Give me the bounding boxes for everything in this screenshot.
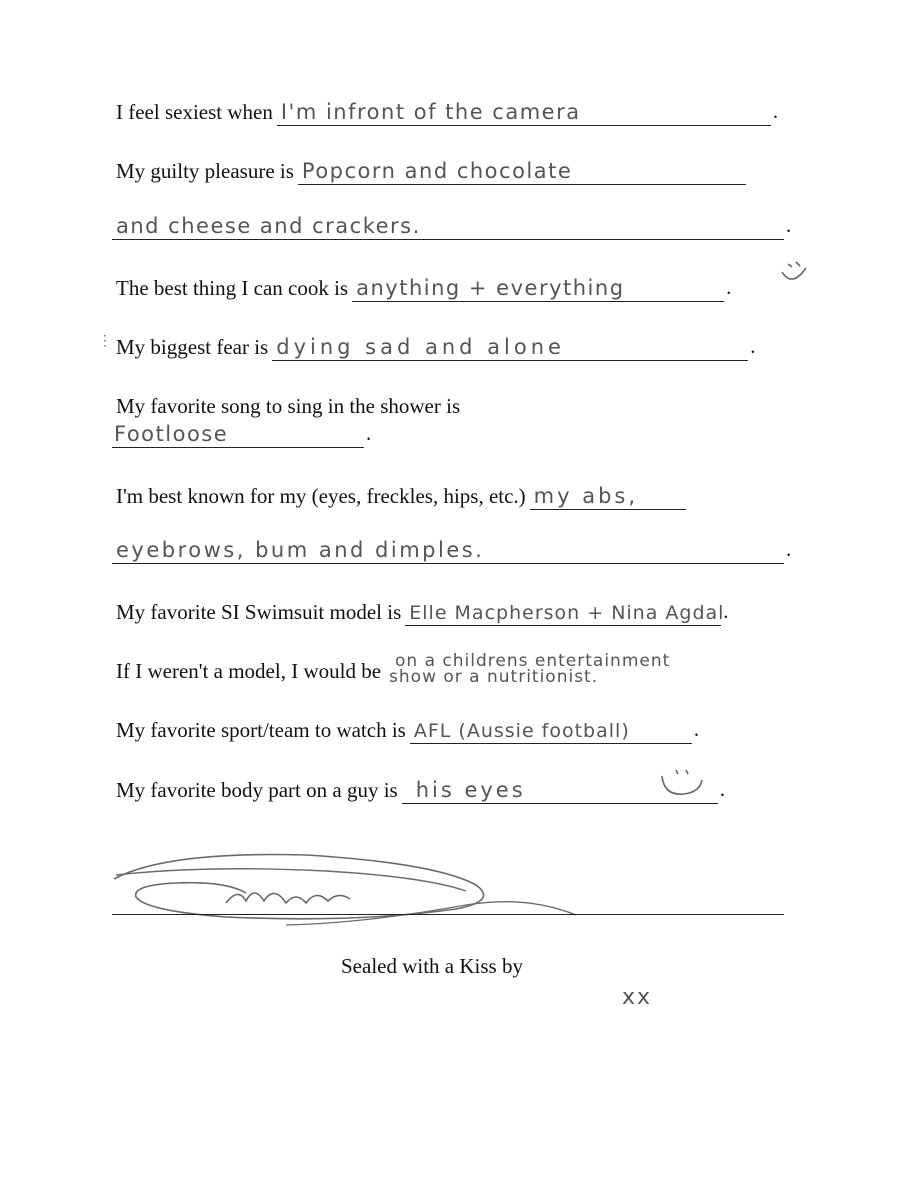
handwritten-answer: Elle Macpherson + Nina Agdal [409, 602, 725, 624]
question-label: My biggest fear is [116, 335, 269, 359]
period: . [726, 275, 732, 299]
period: . [693, 717, 700, 741]
answer-blank [112, 533, 784, 564]
kiss-marks: xx [622, 985, 653, 1010]
question-row-sexiest [116, 92, 778, 126]
smiley-doodle-icon [776, 258, 810, 292]
question-row-not-model [116, 651, 749, 685]
question-row-song-answer [112, 414, 371, 448]
answer-blank [272, 330, 748, 361]
question-label: The best thing I can cook is [116, 276, 349, 300]
handwritten-answer: AFL (Aussie football) [413, 720, 630, 742]
period: . [723, 599, 729, 623]
handwritten-answer: Popcorn and chocolate [301, 159, 573, 183]
question-label: My favorite song to sing in the shower is [116, 394, 461, 418]
handwritten-answer: on a childrens entertainment [395, 651, 671, 671]
answer-blank [352, 271, 724, 302]
question-row-guilty-pleasure [116, 151, 746, 185]
margin-dots: ⋮ [98, 334, 112, 349]
question-label: If I weren't a model, I would be [116, 659, 382, 683]
handwritten-answer: his eyes [415, 778, 526, 802]
answer-blank [277, 95, 771, 126]
answer-blank [410, 713, 692, 744]
question-label: My favorite SI Swimsuit model is [116, 600, 402, 624]
handwritten-answer: dying sad and alone [276, 335, 565, 359]
sealed-with-kiss-label: Sealed with a Kiss by [341, 954, 523, 978]
question-row-known-for [116, 476, 686, 510]
question-label: My favorite sport/team to watch is [116, 718, 406, 742]
handwritten-answer: anything + everything [356, 276, 625, 300]
answer-blank [112, 417, 364, 448]
question-label: My favorite body part on a guy is [116, 778, 398, 802]
signature-line [112, 914, 784, 915]
period: . [366, 421, 372, 445]
answer-blank [530, 479, 686, 510]
question-label: I'm best known for my (eyes, freckles, hips, etc.) [116, 484, 526, 508]
handwritten-answer: show or a nutritionist. [389, 667, 599, 687]
handwritten-answer: I'm infront of the camera [280, 100, 581, 124]
question-label: I feel sexiest when [116, 100, 273, 124]
question-row-guilty-pleasure-cont [112, 206, 791, 240]
question-row-si-model [116, 592, 729, 626]
handwritten-answer: my abs, [533, 484, 639, 508]
question-row-cook [116, 268, 731, 302]
question-row-fear [116, 327, 755, 361]
answer-blank [405, 595, 725, 626]
period: . [750, 334, 756, 358]
answer-blank [112, 209, 784, 240]
answer-blank [298, 154, 746, 185]
question-row-body-part [116, 770, 725, 804]
question-label: My guilty pleasure is [116, 159, 294, 183]
smiley-doodle-icon [656, 766, 708, 800]
signature-scribble-icon [106, 845, 586, 935]
question-row-sport [116, 710, 699, 744]
period: . [786, 213, 792, 237]
answer-blank [385, 651, 747, 687]
period: . [786, 537, 792, 561]
handwritten-answer: and cheese and crackers. [116, 214, 421, 238]
question-row-known-for-cont [112, 530, 791, 564]
period: . [772, 99, 779, 123]
handwritten-answer: Footloose [114, 422, 229, 446]
handwritten-answer: eyebrows, bum and dimples. [116, 538, 485, 562]
period: . [719, 777, 725, 801]
